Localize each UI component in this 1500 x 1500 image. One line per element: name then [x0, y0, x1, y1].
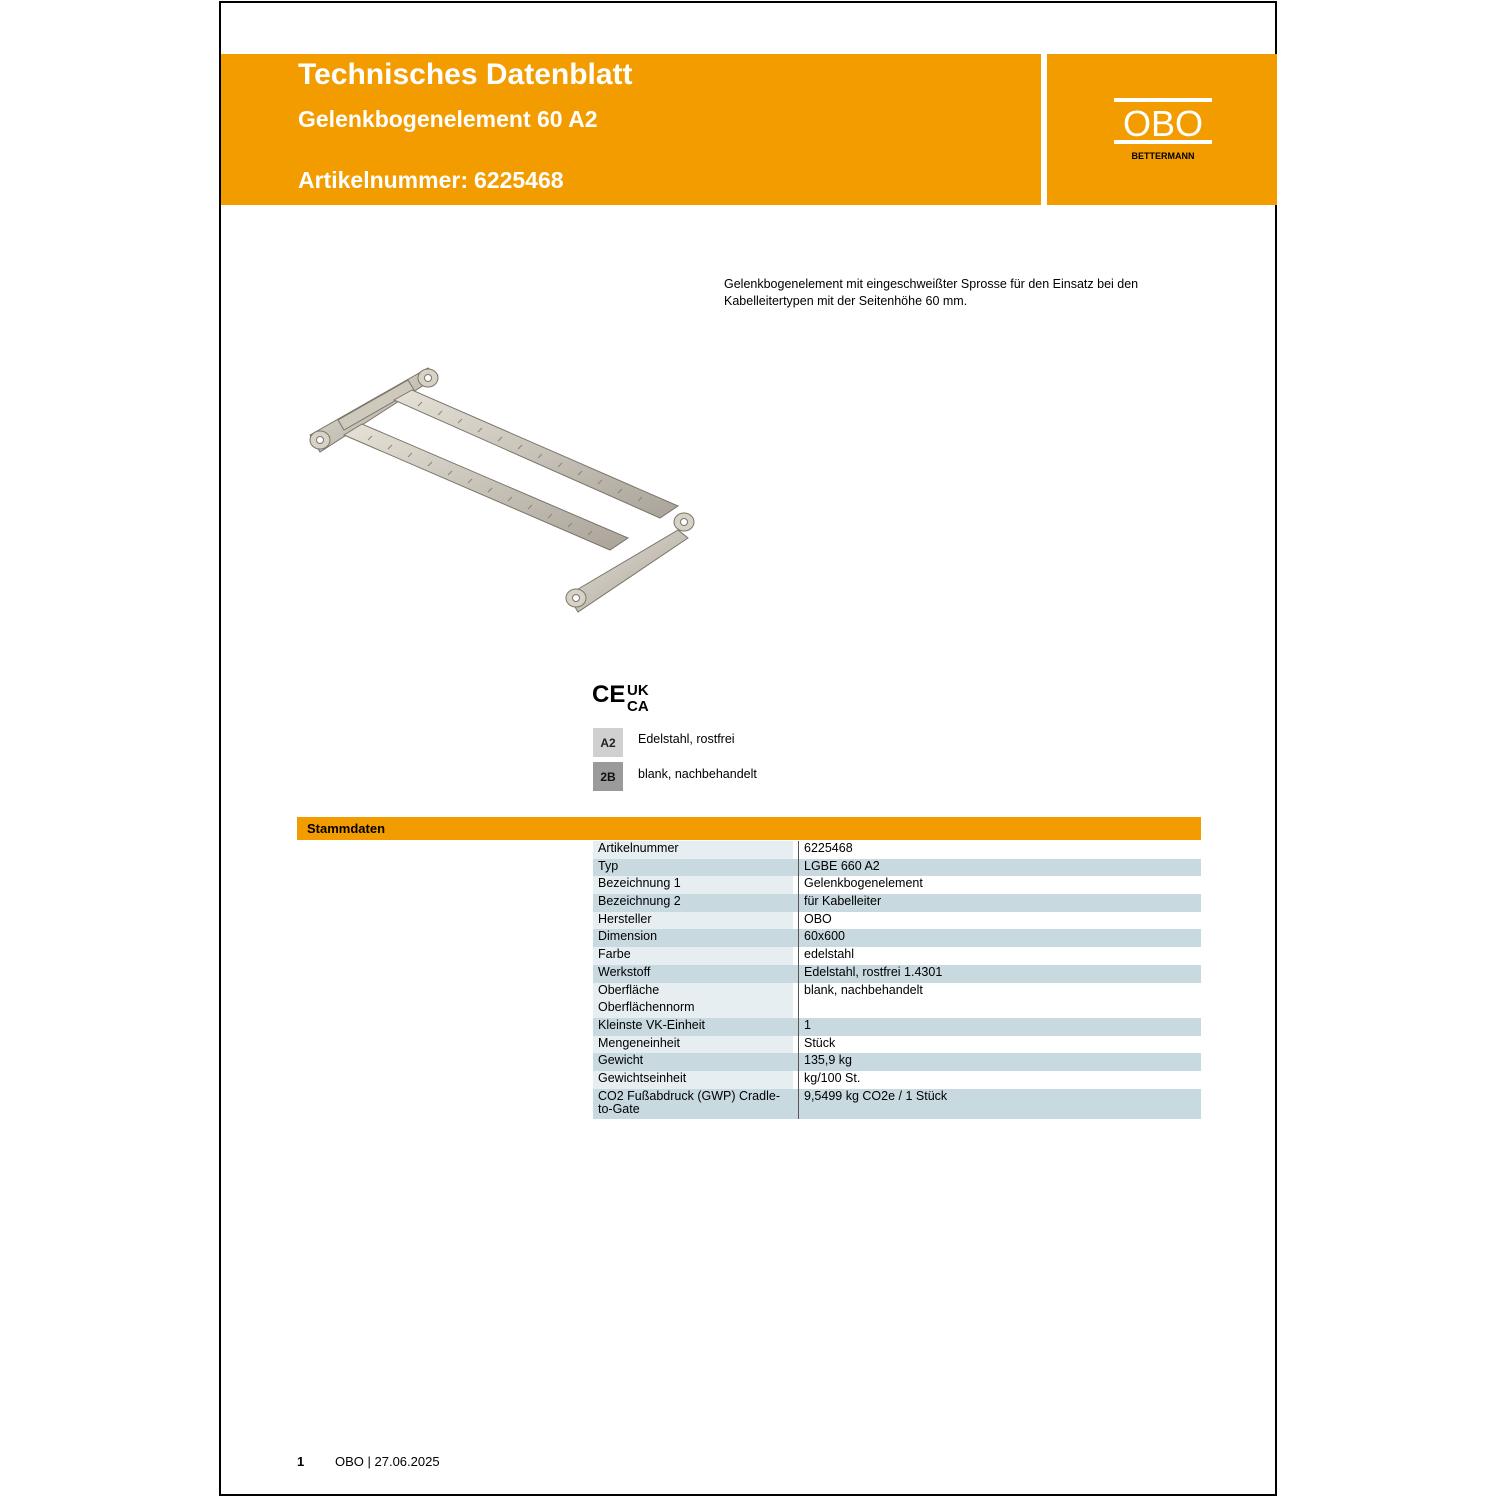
table-row — [593, 912, 1201, 930]
row-value: 60x600 — [804, 929, 846, 944]
row-key: Werkstoff — [598, 964, 651, 979]
stammdaten-header — [297, 817, 1201, 840]
table-row — [593, 1018, 1201, 1036]
obo-logo — [1114, 98, 1212, 162]
table-row — [593, 841, 1201, 859]
table-row — [593, 1089, 1201, 1119]
surface-badge-2b: 2B — [593, 762, 623, 791]
row-value: LGBE 660 A2 — [804, 858, 880, 873]
row-key: Bezeichnung 2 — [598, 894, 681, 909]
row-value: kg/100 St. — [804, 1070, 861, 1085]
page-number: 1 — [297, 1454, 305, 1469]
material-label-a2: Edelstahl, rostfrei — [638, 732, 735, 746]
table-column-divider — [798, 841, 799, 1119]
row-value: 6225468 — [804, 841, 853, 855]
article-number: 6225468 — [473, 167, 564, 193]
row-key: Gewichtseinheit — [593, 1071, 793, 1089]
footer-text: OBO | 27.06.2025 — [335, 1454, 440, 1469]
table-row — [593, 929, 1201, 947]
page-frame — [219, 1, 1277, 1496]
row-value: für Kabelleiter — [804, 894, 882, 909]
table-row — [593, 1000, 1201, 1018]
logo-subtext: BETTERMANN — [1131, 151, 1195, 161]
row-value: 1 — [804, 1017, 811, 1032]
row-key: Oberflächennorm — [593, 1000, 793, 1018]
product-subtitle: Gelenkbogenelement 60 A2 — [298, 106, 598, 132]
product-description: Gelenkbogenelement mit eingeschweißter Sprosse für den Einsatz bei den Kabelleitertypen mit der Seitenhöhe 60 mm. — [724, 277, 1139, 308]
row-value: Edelstahl, rostfrei 1.4301 — [804, 964, 943, 979]
table-row — [593, 983, 1201, 1001]
certification-marks — [592, 678, 664, 714]
row-key: Mengeneinheit — [593, 1036, 793, 1054]
row-value: 135,9 kg — [804, 1053, 852, 1068]
table-row — [593, 1036, 1201, 1054]
material-badge-a2: A2 — [593, 728, 623, 757]
row-key: Kleinste VK-Einheit — [598, 1017, 706, 1032]
row-key: Oberfläche — [593, 983, 793, 1001]
table-row — [593, 859, 1201, 877]
ukca-mark-bottom: CA — [627, 698, 649, 714]
row-key: Hersteller — [593, 912, 793, 930]
page-title: Technisches Datenblatt — [298, 58, 633, 91]
table-row — [593, 894, 1201, 912]
row-value: edelstahl — [804, 947, 855, 962]
ukca-mark-top: UK — [627, 682, 649, 699]
row-value — [799, 1000, 1201, 1018]
row-value: OBO — [804, 911, 832, 926]
table-row — [593, 965, 1201, 983]
row-key: CO2 Fußabdruck (GWP) Cradle-to-Gate — [598, 1088, 780, 1116]
product-image — [298, 360, 708, 620]
article-heading — [298, 167, 564, 194]
table-row — [593, 1071, 1201, 1089]
row-key: Gewicht — [598, 1053, 644, 1068]
row-value: 9,5499 kg CO2e / 1 Stück — [804, 1088, 948, 1103]
row-key: Typ — [598, 858, 619, 873]
row-value: Gelenkbogenelement — [804, 876, 923, 891]
logo-text: OBO — [1122, 103, 1204, 144]
article-label: Artikelnummer: — [298, 167, 468, 193]
row-key: Dimension — [598, 929, 658, 944]
row-value: Stück — [804, 1035, 836, 1050]
header-divider — [1041, 54, 1047, 205]
stammdaten-title: Stammdaten — [307, 821, 386, 836]
row-key: Bezeichnung 1 — [593, 876, 793, 894]
table-row — [593, 876, 1201, 894]
ce-mark: CE — [592, 681, 626, 708]
table-row — [593, 1053, 1201, 1071]
surface-label-2b: blank, nachbehandelt — [638, 767, 757, 781]
row-key: Artikelnummer — [593, 841, 793, 859]
table-row — [593, 947, 1201, 965]
row-value: blank, nachbehandelt — [804, 982, 923, 997]
stammdaten-table — [593, 841, 1201, 1119]
row-key: Farbe — [593, 947, 793, 965]
